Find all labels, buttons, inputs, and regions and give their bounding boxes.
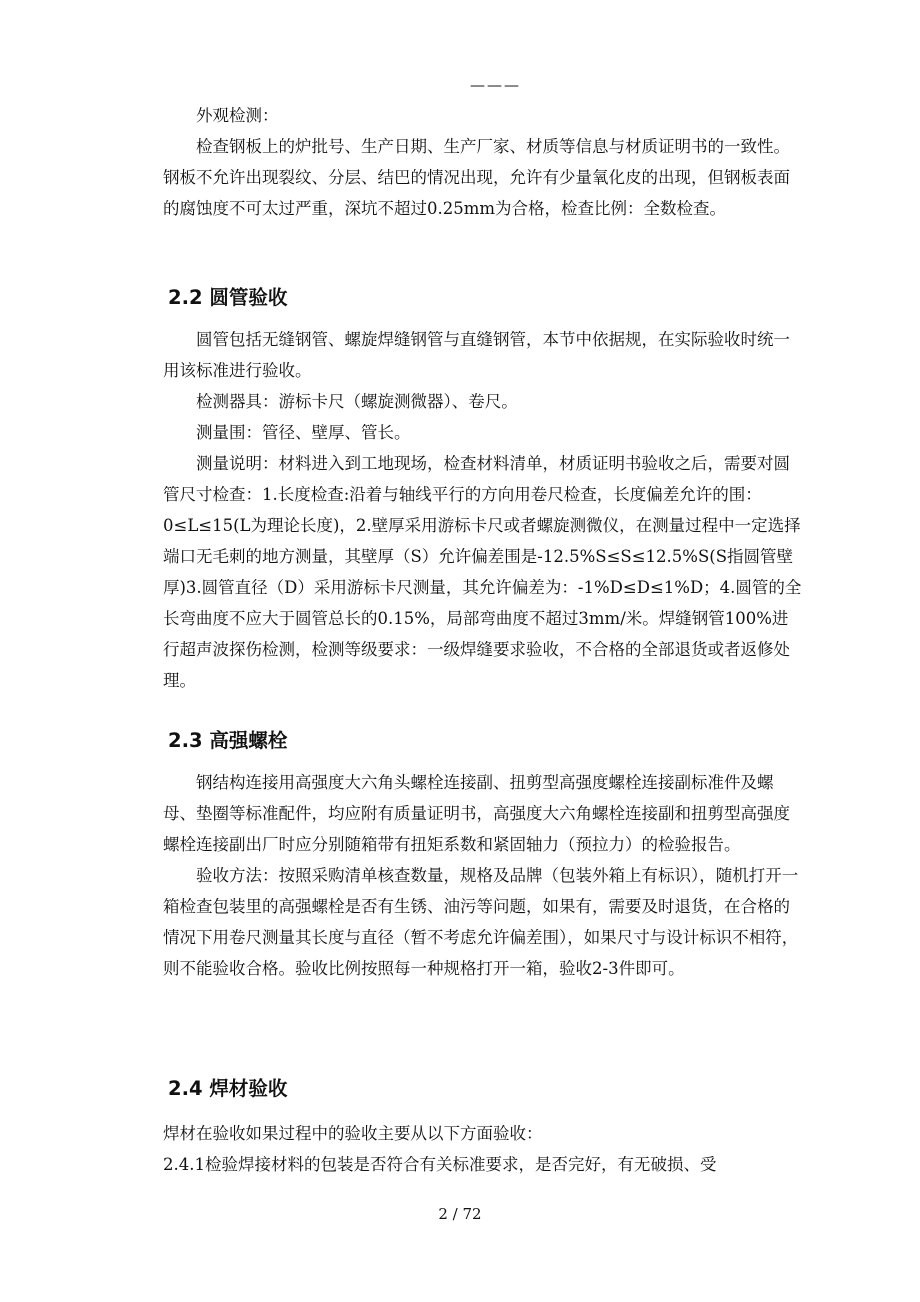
- paragraph: 测量围：管径、壁厚、管长。: [196, 423, 411, 442]
- paragraph: 焊材在验收如果过程中的验收主要从以下方面验收：: [163, 1124, 543, 1143]
- section-2-2: [163, 324, 803, 696]
- paragraph: 外观检测：: [196, 106, 279, 125]
- section-heading: 2.3 高强螺栓: [168, 729, 288, 752]
- paragraph: 2.4.1检验焊接材料的包装是否符合有关标准要求，是否完好，有无破损、受: [163, 1155, 717, 1174]
- page-number: 2 / 72: [438, 1205, 482, 1223]
- header-mark: ———: [470, 76, 521, 94]
- paragraph: 检查钢板上的炉批号、生产日期、生产厂家、材质等信息与材质证明书的一致性。钢板不允许出现裂纹、分层、结巴的情况出现，允许有少量氧化皮的出现，但钢板表面的腐蚀度不可太过严重，深坑不超过0.25mm为合格，检查比例：全数检查。: [163, 137, 790, 218]
- section-heading: 2.2 圆管验收: [168, 286, 288, 309]
- section-heading: 2.4 焊材验收: [168, 1077, 288, 1100]
- section-2-4: [163, 1118, 803, 1180]
- paragraph: 圆管包括无缝钢管、螺旋焊缝钢管与直缝钢管，本节中依据规，在实际验收时统一用该标准进行验收。: [163, 330, 790, 380]
- paragraph: 检测器具：游标卡尺（螺旋测微器）、卷尺。: [196, 392, 518, 411]
- paragraph: 钢结构连接用高强度大六角头螺栓连接副、扭剪型高强度螺栓连接副标准件及螺母、垫圈等标准配件，均应附有质量证明书，高强度大六角螺栓连接副和扭剪型高强度螺栓连接副出厂时应分别随箱带有扭矩系数和紧固轴力（预拉力）的检验报告。: [163, 773, 790, 854]
- section-top: [163, 100, 803, 224]
- paragraph: 测量说明：材料进入到工地现场，检查材料清单，材质证明书验收之后，需要对圆管尺寸检查：1.长度检查:沿着与轴线平行的方向用卷尺检查，长度偏差允许的围：0≤L≤15(L为理论长度)，2.壁厚采用游标卡尺或者螺旋测微仪，在测量过程中一定选择端口无毛刺的地方测量，其壁厚（S）允许偏差围是-12.5%S≤S≤12.5%S(S指圆管壁厚)3.圆管直径（D）采用游标卡尺测量，其允许偏差为：-1%D≤D≤1%D；4.圆管的全长弯曲度不应大于圆管总长的0.15%，局部弯曲度不超过3mm/米。焊缝钢管100%进行超声波探伤检测，检测等级要求：一级焊缝要求验收，不合格的全部退货或者返修处理。: [163, 454, 802, 690]
- paragraph: 验收方法：按照采购清单核查数量，规格及品牌（包装外箱上有标识），随机打开一箱检查包装里的高强螺栓是否有生锈、油污等问题，如果有，需要及时退货，在合格的情况下用卷尺测量其长度与直径（暂不考虑允许偏差围），如果尺寸与设计标识不相符，则不能验收合格。验收比例按照每一种规格打开一箱，验收2-3件即可。: [163, 866, 799, 978]
- section-2-3: [163, 767, 803, 984]
